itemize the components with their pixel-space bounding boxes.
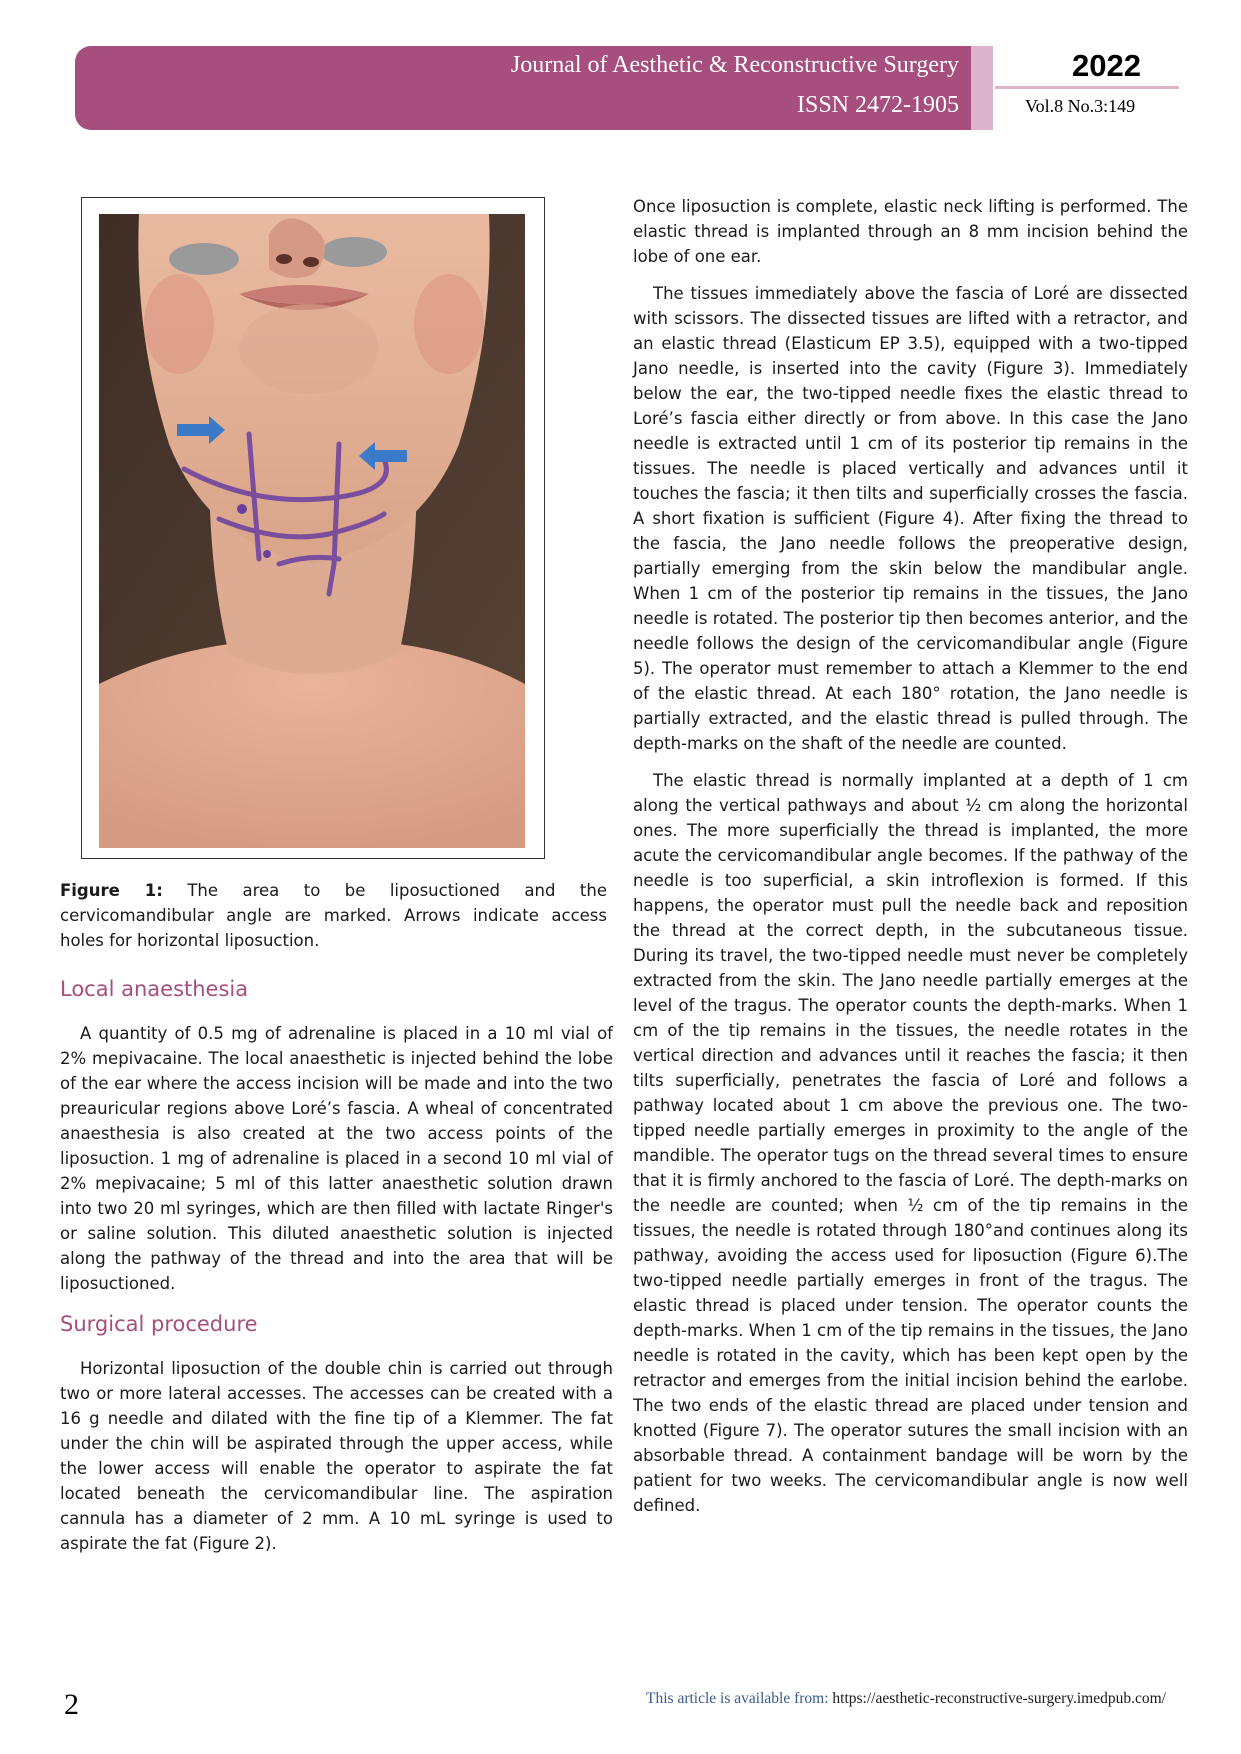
- publication-year: 2022: [1072, 48, 1141, 83]
- footer-url-link[interactable]: https://aesthetic-reconstructive-surgery.imedpub.com/: [832, 1690, 1166, 1707]
- right-column: [633, 194, 1188, 1530]
- footer-availability: [646, 1690, 1166, 1708]
- paragraph-surgical-procedure: Horizontal liposuction of the double chin is carried out through two or more lateral accesses. The accesses can be created with a 16 g needle and dilated with the fine tip of a Klemmer. The fat under the chin will be aspirated through the upper access, while the lower access will enable the operator to aspirate the fat located beneath the cervicomandibular line. The aspiration cannula has a diameter of 2 mm. A 10 mL syringe is used to aspirate the fat (Figure 2).: [60, 1359, 613, 1553]
- paragraph-tissue-dissection: The tissues immediately above the fascia of Loré are dissected with scissors. The dissected tissues are lifted with a retractor, and an elastic thread (Elasticum EP 3.5), equipped with a two-tipped Jano needle, is inserted into the cavity (Figure 3). Immediately below the ear, the two-tipped needle fixes the elastic thread to Loré’s fascia either directly or from above. In this case the Jano needle is extracted until 1 cm of its posterior tip remains in the tissues. The needle is placed vertically and advances until it touches the fascia; it then tilts and superficially crosses the fascia. A short fixation is sufficient (Figure 4). After fixing the thread to the fascia, the Jano needle follows the preoperative design, partially emerging from the skin below the mandibular angle. When 1 cm of the posterior tip remains in the tissues, the Jano needle is rotated. The posterior tip then becomes anterior, and the needle follows the design of the cervicomandibular angle (Figure 5). The operator must remember to attach a Klemmer to the end of the elastic thread. At each 180° rotation, the Jano needle is partially extracted, and the elastic thread is pulled through. The depth-marks on the shaft of the needle are counted.: [633, 284, 1188, 753]
- figure-caption-label: Figure 1:: [60, 881, 163, 900]
- figure-caption-text: The area to be liposuctioned and the cervicomandibular angle are marked. Arrows indicate access holes for horizontal liposuction.: [60, 881, 607, 950]
- volume-info: Vol.8 No.3:149: [1025, 96, 1136, 116]
- page-number: 2: [64, 1688, 79, 1721]
- paragraph-elastic-lifting: Once liposuction is complete, elastic neck lifting is performed. The elastic thread is implanted through an 8 mm incision behind the lobe of one ear.: [633, 197, 1188, 266]
- figure-caption: [60, 878, 607, 953]
- header-accent-strip: [971, 46, 993, 130]
- heading-surgical-procedure: Surgical procedure: [60, 1312, 258, 1336]
- figure-1-photo: [99, 214, 525, 848]
- paragraph-thread-depth: The elastic thread is normally implanted at a depth of 1 cm along the vertical pathways and about ½ cm along the horizontal ones. The more superficially the thread is implanted, the more acute the cervicomandibular angle becomes. If the pathway of the needle is too superficial, a skin introflexion is formed. If this happens, the operator must pull the needle back and reposition the thread at the correct depth, in the subcutaneous tissue. During its travel, the two-tipped needle must never be completely extracted from the skin. The Jano needle partially emerges at the level of the tragus. The operator counts the depth-marks. When 1 cm of the tip remains in the tissues, the needle rotates in the vertical direction and advances until it reaches the fascia; it then tilts superficially, penetrates the fascia of Loré and follows a pathway located about 1 cm above the previous one. The two-tipped needle partially emerges in proximity to the angle of the mandible. The operator tugs on the thread several times to ensure that it is firmly anchored to the fascia of Loré. The depth-marks on the needle are counted; when ½ cm of the tip remains in the tissues, the needle is rotated through 180°and continues along its pathway, avoiding the access used for liposuction (Figure 6).The two-tipped needle partially emerges in front of the tragus. The elastic thread is placed under tension. The operator counts the depth-marks. When 1 cm of the tip remains in the tissues, the Jano needle is rotated in the cavity, which has been kept open by the retractor and emerges from the initial incision behind the earlobe. The two ends of the elastic thread are placed under tension and knotted (Figure 7). The operator sutures the small incision with an absorbable thread. A containment bandage will be worn by the patient for two weeks. The cervicomandibular angle is now well defined.: [633, 771, 1188, 1515]
- journal-issn: ISSN 2472-1905: [796, 92, 959, 118]
- paragraph-local-anaesthesia: A quantity of 0.5 mg of adrenaline is placed in a 10 ml vial of 2% mepivacaine. The local anaesthetic is injected behind the lobe of the ear where the access incision will be made and into the two preauricular regions above Loré’s fascia. A wheal of concentrated anaesthesia is also created at the two access points of the liposuction. 1 mg of adrenaline is placed in a second 10 ml vial of 2% mepivacaine; 5 ml of this latter anaesthetic solution drawn into two 20 ml syringes, which are then filled with lactate Ringer's or saline solution. This diluted anaesthetic solution is injected along the pathway of the thread and into the area that will be liposuctioned.: [60, 1024, 613, 1293]
- heading-local-anaesthesia: Local anaesthesia: [60, 977, 249, 1001]
- footer-lead: This article is available from:: [646, 1690, 833, 1707]
- journal-title: Journal of Aesthetic & Reconstructive Surgery: [510, 52, 959, 78]
- header-divider: [995, 86, 1179, 89]
- left-column: [60, 975, 613, 1568]
